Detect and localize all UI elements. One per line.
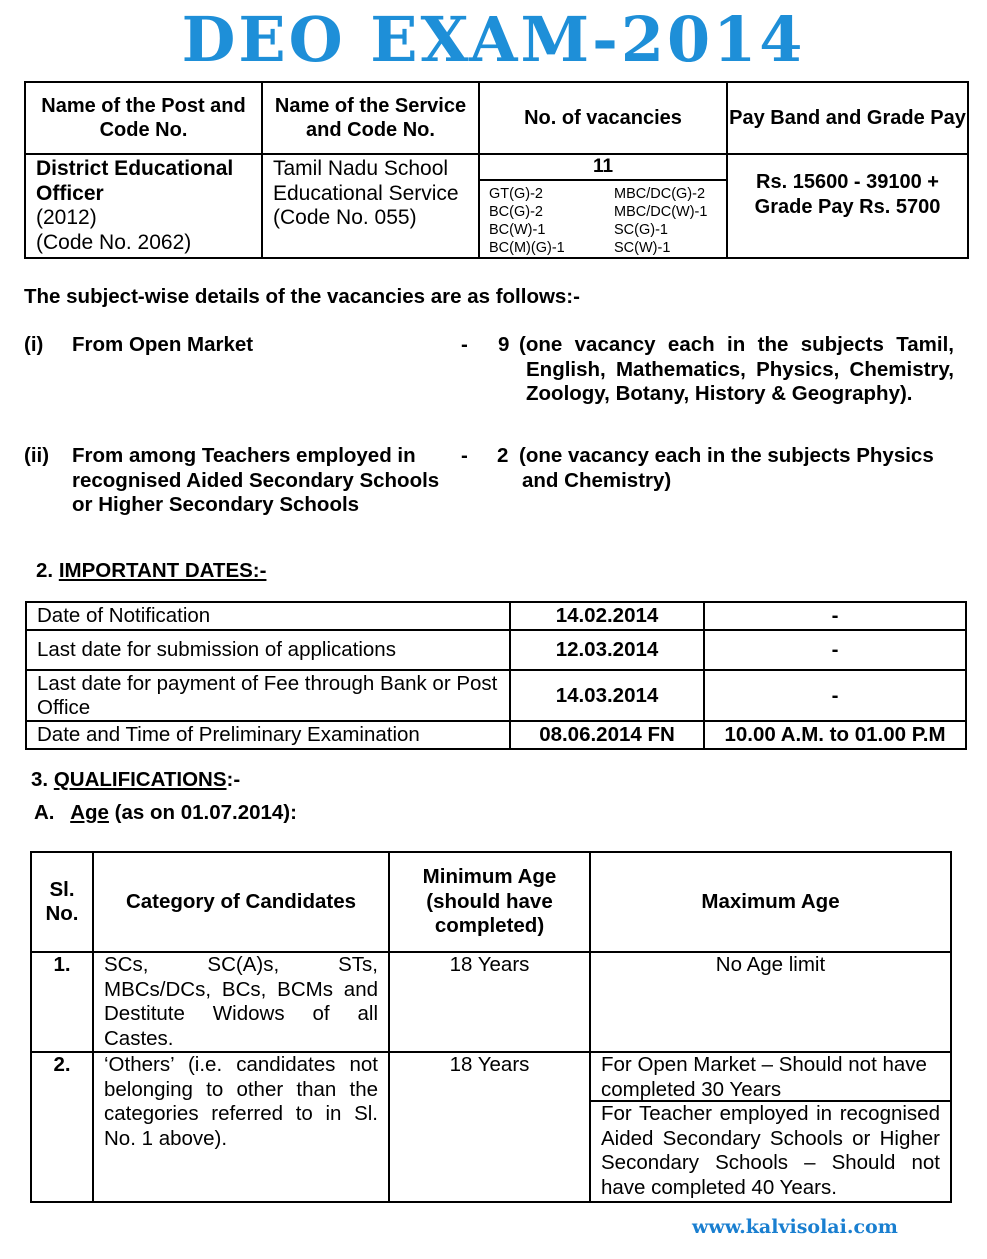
vacancy-item: BC(G)-2 <box>489 204 543 220</box>
vacancy-item: MBC/DC(G)-2 <box>614 186 706 202</box>
date-event: Last date for payment of Fee through Bank or Post Office <box>26 670 510 721</box>
vacancy-item: SC(W)-1 <box>614 240 671 256</box>
date-time: - <box>704 670 966 721</box>
date-time: 10.00 A.M. to 01.00 P.M <box>704 721 966 749</box>
post-name: District Educational Officer <box>36 157 234 205</box>
max-age-header: Maximum Age <box>590 852 951 952</box>
date-value: 14.02.2014 <box>510 602 704 630</box>
vacancy-item: BC(W)-1 <box>489 222 546 238</box>
qual-heading-text: QUALIFICATIONS <box>53 768 227 791</box>
date-time: - <box>704 630 966 670</box>
subject-detail: (one vacancy each in the subjects Physics and Chemistry) <box>519 444 934 492</box>
service-name: Tamil Nadu School Educational Service (Code No. 055) <box>273 157 459 229</box>
page-title: DEO EXAM-2014 <box>181 3 806 76</box>
age-label-num: A. <box>34 801 55 824</box>
row-min-age: 18 Years <box>389 952 590 1052</box>
subject-detail: (one vacancy each in the subjects Tamil, English, Mathematics, Physics, Chemistry, Zoology, Botany, History & Geography). <box>519 333 954 405</box>
vacancy-breakup <box>480 181 726 257</box>
vacancy-item: MBC/DC(W)-1 <box>614 204 708 220</box>
service-header: Name of the Service and Code No. <box>262 82 479 154</box>
vacancy-total: 11 <box>480 155 726 181</box>
age-table <box>30 851 952 1203</box>
vacancy-item: SC(G)-1 <box>614 222 668 238</box>
dates-heading <box>36 559 266 584</box>
subject-num: (i) <box>24 333 44 356</box>
table-row <box>31 1052 951 1202</box>
qualifications-heading <box>31 768 240 793</box>
row-category: ‘Others’ (i.e. candidates not belonging to other than the categories referred to in Sl. No. 1 above). <box>93 1052 389 1202</box>
dates-heading-num: 2. <box>36 559 54 582</box>
age-label <box>34 801 297 826</box>
dates-table <box>25 601 967 750</box>
age-label-text: Age <box>70 801 109 824</box>
age-label-suffix: (as on 01.07.2014): <box>108 801 297 824</box>
vacancies-header: No. of vacancies <box>479 82 727 154</box>
date-value: 12.03.2014 <box>510 630 704 670</box>
service-cell <box>262 154 479 258</box>
subject-dash: - <box>461 444 468 467</box>
post-table <box>24 81 969 259</box>
dates-heading-text: IMPORTANT DATES:- <box>58 559 267 582</box>
max-age-open-market: For Open Market – Should not have completed 30 Years <box>591 1053 950 1102</box>
table-row <box>31 852 951 952</box>
qual-heading-num: 3. <box>31 768 49 791</box>
table-row <box>26 670 966 721</box>
subject-source: From Open Market <box>72 333 254 356</box>
post-name-cell <box>25 154 262 258</box>
row-max-age: No Age limit <box>590 952 951 1052</box>
row-min-age: 18 Years <box>389 1052 590 1202</box>
date-event: Date of Notification <box>26 602 510 630</box>
date-event: Last date for submission of applications <box>26 630 510 670</box>
qual-heading-suffix: :- <box>226 768 241 791</box>
category-header: Category of Candidates <box>93 852 389 952</box>
date-value: 14.03.2014 <box>510 670 704 721</box>
row-max-age-cell <box>590 1052 951 1202</box>
table-row <box>26 602 966 630</box>
footer-url: www.kalvisolai.com <box>692 1216 898 1238</box>
post-year: (2012) <box>36 206 97 229</box>
min-age-header: Minimum Age (should have completed) <box>389 852 590 952</box>
pay-cell <box>727 154 968 258</box>
date-value: 08.06.2014 FN <box>510 721 704 749</box>
date-time: - <box>704 602 966 630</box>
table-row <box>26 630 966 670</box>
vacancy-item: BC(M)(G)-1 <box>489 240 565 256</box>
pay-value: Rs. 15600 - 39100 + Grade Pay Rs. 5700 <box>754 171 941 218</box>
pay-header: Pay Band and Grade Pay <box>727 82 968 154</box>
row-sl: 1. <box>31 952 93 1052</box>
post-code: (Code No. 2062) <box>36 230 192 254</box>
vacancies-cell <box>479 154 727 258</box>
table-row <box>31 952 951 1052</box>
max-age-teacher: For Teacher employed in recognised Aided Secondary Schools or Higher Secondary Schools – Should not have completed 40 Years. <box>601 1102 940 1199</box>
date-event: Date and Time of Preliminary Examination <box>26 721 510 749</box>
subject-count: 2 <box>497 444 509 467</box>
subject-num: (ii) <box>24 444 50 467</box>
subject-intro: The subject-wise details of the vacancies are as follows:- <box>24 285 580 308</box>
subject-count: 9 <box>498 333 510 356</box>
post-header: Name of the Post and Code No. <box>25 82 262 154</box>
table-row <box>26 721 966 749</box>
vacancy-item: GT(G)-2 <box>489 186 543 202</box>
subject-source: From among Teachers employed in recognised Aided Secondary Schools or Higher Secondary Schools <box>72 444 440 516</box>
sl-header: Sl. No. <box>31 852 93 952</box>
row-sl: 2. <box>31 1052 93 1202</box>
subject-dash: - <box>461 333 468 356</box>
row-category: SCs, SC(A)s, STs, MBCs/DCs, BCs, BCMs and Destitute Widows of all Castes. <box>93 952 389 1052</box>
